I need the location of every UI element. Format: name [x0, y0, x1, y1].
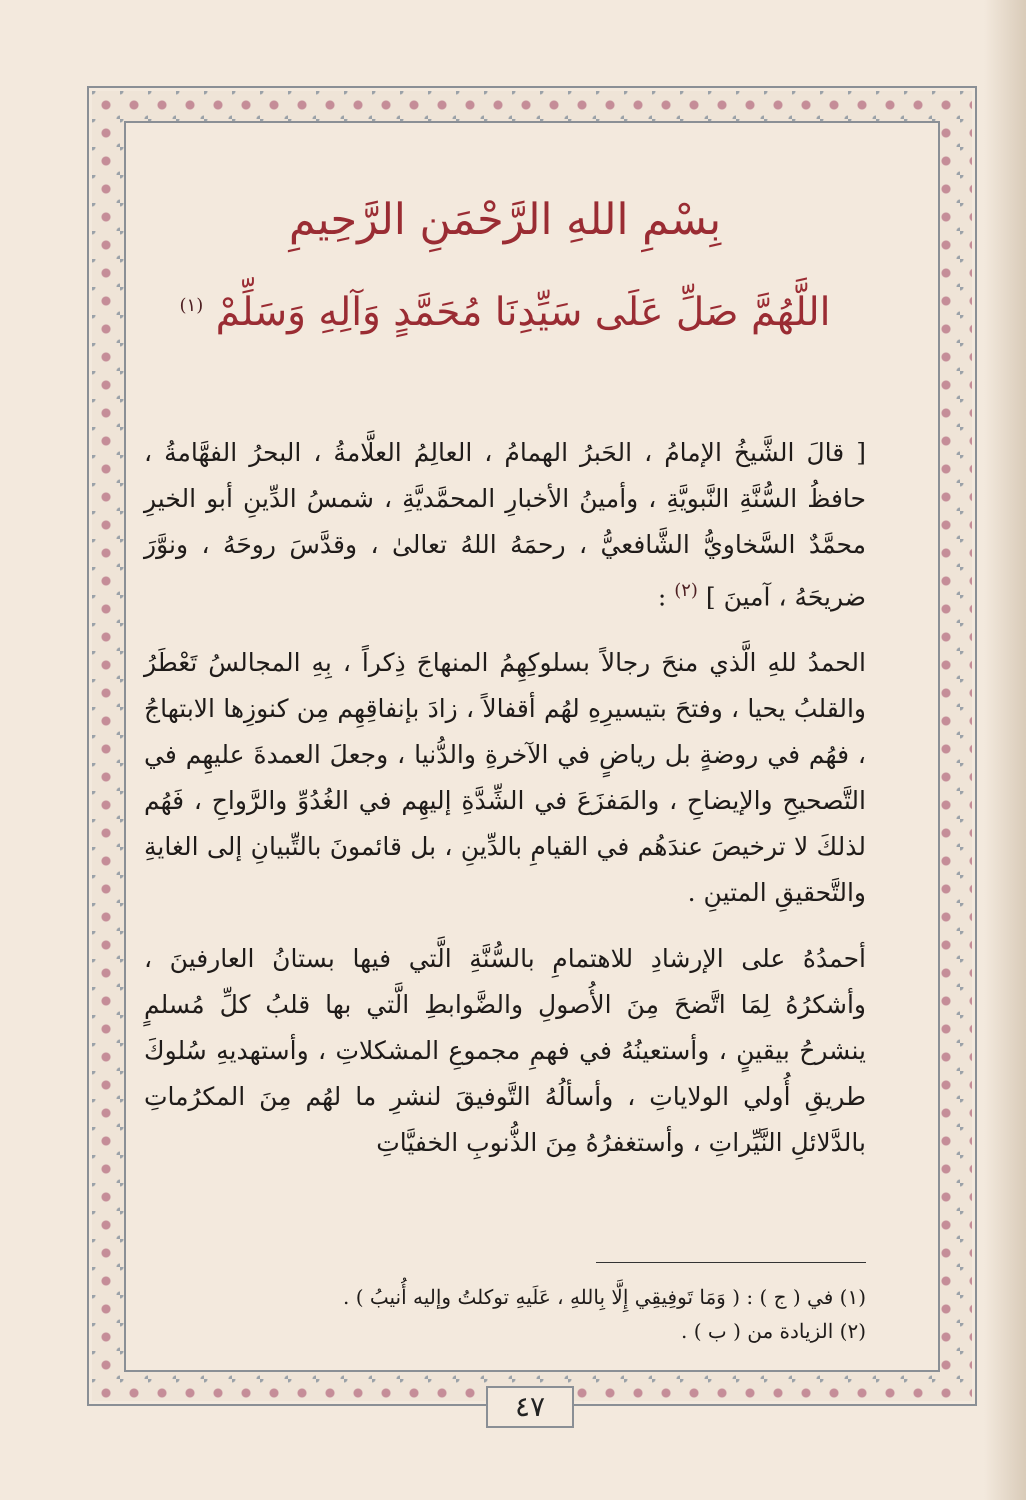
page-content	[144, 140, 866, 1370]
page-edge-shadow	[984, 0, 1026, 1500]
footnote-ref-2: (٢)	[674, 580, 698, 601]
paragraph-2: الحمدُ للهِ الَّذي منحَ رجالاً بسلوكِهِمُ المنهاجَ ذِكراً ، بِهِ المجالسُ تَعْطَرُ والقلبُ يحيا ، وفتحَ بتيسيرِهِ لهُم أقفالاً ، زادَ بإنفاقِهِم مِن كنوزِها الابتهاجُ ، فهُم في روضةٍ بل رياضٍ في الآخرةِ والدُّنيا ، وجعلَ العمدةَ عليهِم في التَّصحيحِ والإيضاحِ ، والمَفزَعَ في الشِّدَّةِ إليهِم في الغُدُوِّ والرَّواحِ ، فَهُم لذلكَ لا ترخيصَ عندَهُم في القيامِ بالدِّينِ ، بل قائمونَ بالتِّبيانِ إلى الغايةِ والتَّحقيقِ المتينِ .	[144, 648, 866, 908]
footnotes	[144, 1280, 866, 1348]
paragraph-1-tail: :	[657, 582, 667, 612]
paragraph-1	[144, 430, 866, 620]
footnote-1: (١) في ( ج ) : ( وَمَا تَوفِيقِي إِلَّا بِاللهِ ، عَلَيهِ توكلتُ وإليه أُنيبُ ) .	[342, 1285, 866, 1309]
basmala-heading: بِسْمِ اللهِ الرَّحْمَنِ الرَّحِيمِ	[288, 195, 722, 245]
salawat-heading	[144, 290, 866, 337]
paragraph-1-text: [ قالَ الشَّيخُ الإمامُ ، الحَبرُ الهمامُ ، العالِمُ العلَّامةُ ، البحرُ الفهَّامةُ ، حافظُ السُّنَّةِ النَّبويَّةِ ، وأمينُ الأخبارِ المحمَّديَّةِ ، شمسُ الدِّينِ أبو الخيرِ محمَّدٌ السَّخاويُّ الشَّافعيُّ ، رحمَهُ اللهُ تعالىٰ ، وقدَّسَ روحَهُ ، ونوَّرَ ضريحَهُ ، آمينَ ]	[144, 438, 866, 612]
footnote-2: (٢) الزيادة من ( ب ) .	[681, 1319, 866, 1343]
main-text	[144, 430, 866, 1186]
paragraph-3: أحمدُهُ على الإرشادِ للاهتمامِ بالسُّنَّةِ الَّتي فيها بستانُ العارفينَ ، وأشكرُهُ لِمَا اتَّضحَ مِنَ الأُصولِ والضَّوابطِ الَّتي بها قلبُ كلِّ مُسلمٍ ينشرحُ بيقينٍ ، وأستعينُهُ في فهمِ مجموعِ المشكلاتِ ، وأستهديهِ سُلوكَ طريقِ أُولي الولاياتِ ، وأسألُهُ التَّوفيقَ لنشرِ ما لهُم مِنَ المكرُماتِ بالدَّلائلِ النَّيِّراتِ ، وأستغفرُهُ مِنَ الذُّنوبِ الخفيَّاتِ	[144, 944, 866, 1158]
page-number: ٤٧	[486, 1386, 574, 1428]
footnote-ref-1: (١)	[179, 295, 204, 316]
footnote-separator	[596, 1262, 866, 1263]
salawat-text: اللَّهُمَّ صَلِّ عَلَى سَيِّدِنَا مُحَمَّدٍ وَآلِهِ وَسَلِّمْ	[215, 290, 831, 335]
